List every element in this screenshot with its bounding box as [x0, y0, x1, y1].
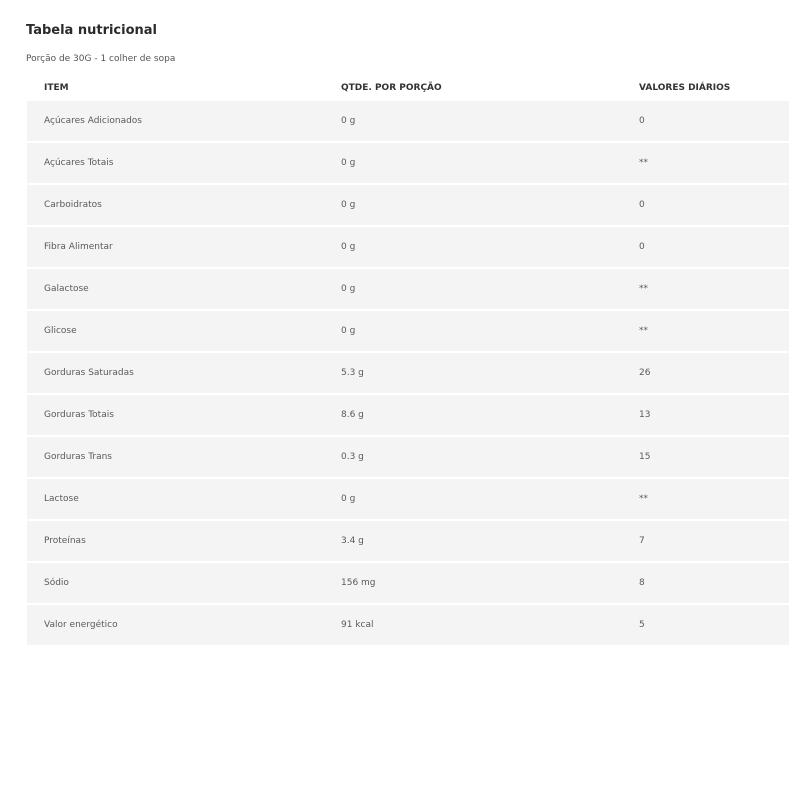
- row-quantity: 3.4 g: [341, 536, 364, 546]
- table-row: [27, 269, 789, 309]
- row-daily-value: 7: [639, 536, 645, 546]
- row-daily-value: 0: [639, 200, 645, 210]
- table-row: [27, 311, 789, 351]
- row-daily-value: **: [639, 284, 648, 294]
- table-row: [27, 563, 789, 603]
- row-quantity: 91 kcal: [341, 620, 374, 630]
- row-item: Sódio: [44, 578, 69, 588]
- table-row: [27, 101, 789, 141]
- table-row: [27, 437, 789, 477]
- row-quantity: 0 g: [341, 200, 356, 210]
- row-daily-value: 0: [639, 242, 645, 252]
- row-item: Glicose: [44, 326, 77, 336]
- row-item: Lactose: [44, 494, 79, 504]
- row-daily-value: **: [639, 494, 648, 504]
- row-item: Proteínas: [44, 536, 86, 546]
- header-quantity: QTDE. POR PORÇÃO: [341, 83, 442, 93]
- row-quantity: 0 g: [341, 242, 356, 252]
- table-row: [27, 605, 789, 645]
- table-header: [27, 75, 789, 101]
- row-item: Fibra Alimentar: [44, 242, 113, 252]
- table-row: [27, 143, 789, 183]
- table-row: [27, 395, 789, 435]
- table-row: [27, 353, 789, 393]
- row-quantity: 156 mg: [341, 578, 376, 588]
- serving-size-label: Porção de 30G - 1 colher de sopa: [26, 54, 176, 64]
- table-row: [27, 185, 789, 225]
- row-item: Valor energético: [44, 620, 118, 630]
- row-item: Gorduras Trans: [44, 452, 112, 462]
- row-quantity: 0 g: [341, 494, 356, 504]
- row-quantity: 0 g: [341, 284, 356, 294]
- row-quantity: 0 g: [341, 116, 356, 126]
- nutrition-table: [27, 75, 789, 647]
- page-title: Tabela nutricional: [26, 23, 158, 38]
- header-item: ITEM: [44, 83, 69, 93]
- table-row: [27, 521, 789, 561]
- row-daily-value: **: [639, 326, 648, 336]
- row-daily-value: 8: [639, 578, 645, 588]
- row-daily-value: **: [639, 158, 648, 168]
- row-item: Gorduras Saturadas: [44, 368, 134, 378]
- row-daily-value: 15: [639, 452, 651, 462]
- row-quantity: 0 g: [341, 326, 356, 336]
- row-item: Carboidratos: [44, 200, 102, 210]
- table-row: [27, 479, 789, 519]
- row-item: Galactose: [44, 284, 89, 294]
- row-quantity: 8.6 g: [341, 410, 364, 420]
- row-item: Gorduras Totais: [44, 410, 114, 420]
- row-daily-value: 0: [639, 116, 645, 126]
- header-daily-values: VALORES DIÁRIOS: [639, 83, 731, 93]
- table-row: [27, 227, 789, 267]
- row-quantity: 0 g: [341, 158, 356, 168]
- row-daily-value: 5: [639, 620, 645, 630]
- row-daily-value: 13: [639, 410, 651, 420]
- row-quantity: 0.3 g: [341, 452, 364, 462]
- row-daily-value: 26: [639, 368, 651, 378]
- row-item: Açúcares Totais: [44, 158, 114, 168]
- row-quantity: 5.3 g: [341, 368, 364, 378]
- row-item: Açúcares Adicionados: [44, 116, 142, 126]
